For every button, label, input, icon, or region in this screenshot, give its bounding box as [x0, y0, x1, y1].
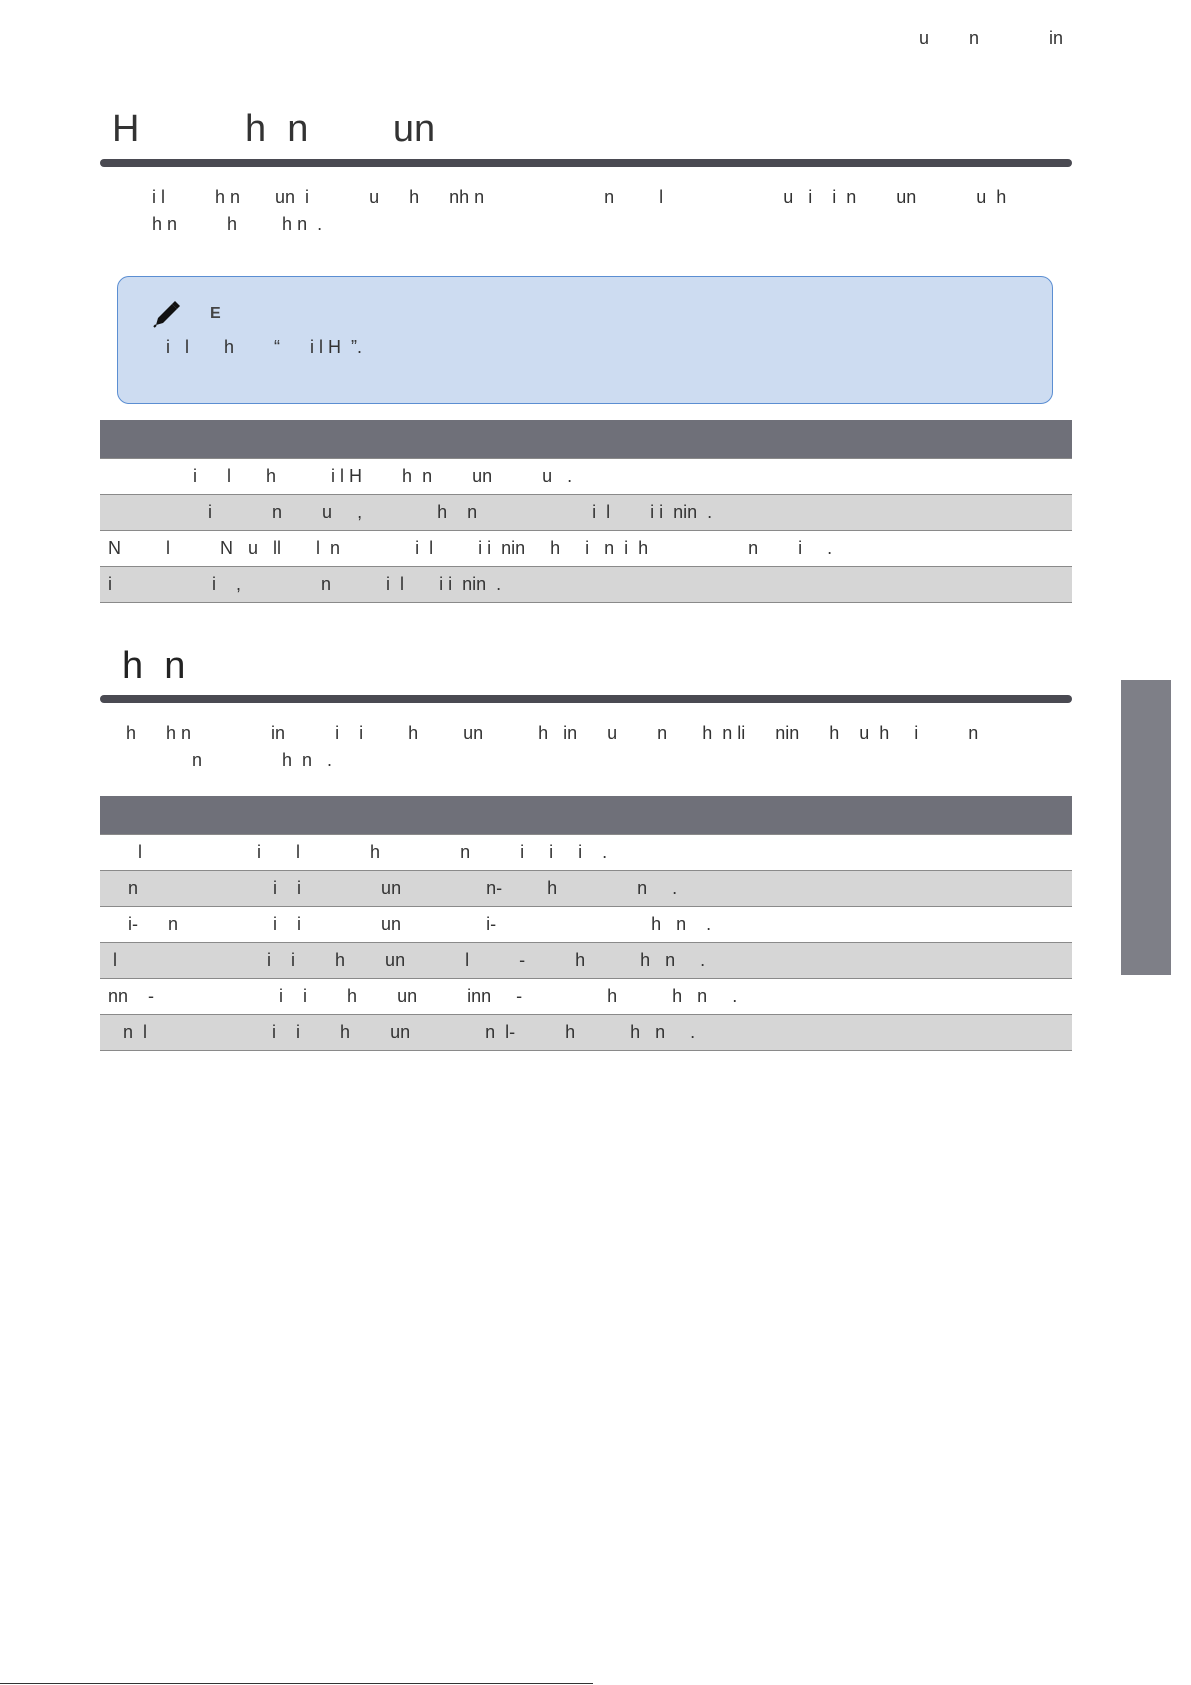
section-1-rule: [100, 159, 1072, 167]
footer-line: [0, 1683, 593, 1684]
table-row: [100, 835, 1072, 871]
table-cell: l i i h un l - h h n .: [100, 943, 1072, 979]
table-cell: n i i un n- h n .: [100, 871, 1072, 907]
table-cell: nn - i i h un inn - h h n .: [100, 979, 1072, 1015]
table-cell: i l h i l H h n un u .: [100, 459, 1072, 495]
pen-icon: [152, 299, 182, 334]
section-2-title: h n: [122, 645, 186, 687]
note-box: [117, 276, 1053, 404]
running-header: u n in: [918, 28, 1063, 48]
table-header: [100, 420, 1072, 459]
section-1-intro-line-1: i l h n un i u h nh n n l u i i n un u h: [152, 187, 1007, 207]
section-2-table: [100, 796, 1072, 1051]
section-2-rule: [100, 695, 1072, 703]
table-cell: i i , n i l i i nin .: [100, 567, 1072, 603]
table-row: [100, 943, 1072, 979]
section-1-intro: [152, 184, 1052, 238]
table-cell: l i l h n i i i .: [100, 835, 1072, 871]
table-cell: N l N u ll l n i l i i nin h i n i h n i .: [100, 531, 1072, 567]
table-row: [100, 495, 1072, 531]
table-row: [100, 979, 1072, 1015]
note-label: E: [210, 305, 221, 322]
table-row: [100, 871, 1072, 907]
table-cell: i- n i i un i- h n .: [100, 907, 1072, 943]
section-2-intro-line-2: n h n .: [192, 750, 333, 770]
table-row: [100, 531, 1072, 567]
table-row: [100, 1015, 1072, 1051]
table-row: [100, 907, 1072, 943]
note-text: i l h “ i l H ”.: [166, 337, 363, 357]
section-2-intro: [126, 720, 1026, 774]
chapter-side-tab: [1121, 680, 1171, 975]
table-row: [100, 459, 1072, 495]
section-1-title: H h n un: [112, 108, 436, 150]
section-1-intro-line-2: h n h h n .: [152, 214, 323, 234]
table-header: [100, 796, 1072, 835]
section-1-table: [100, 420, 1072, 603]
table-cell: n l i i h un n l- h h n .: [100, 1015, 1072, 1051]
section-2-intro-line-1: h h n in i i h un h in u n h n li nin h u h i n: [126, 723, 979, 743]
table-row: [100, 567, 1072, 603]
table-cell: i n u , h n i l i i nin .: [100, 495, 1072, 531]
